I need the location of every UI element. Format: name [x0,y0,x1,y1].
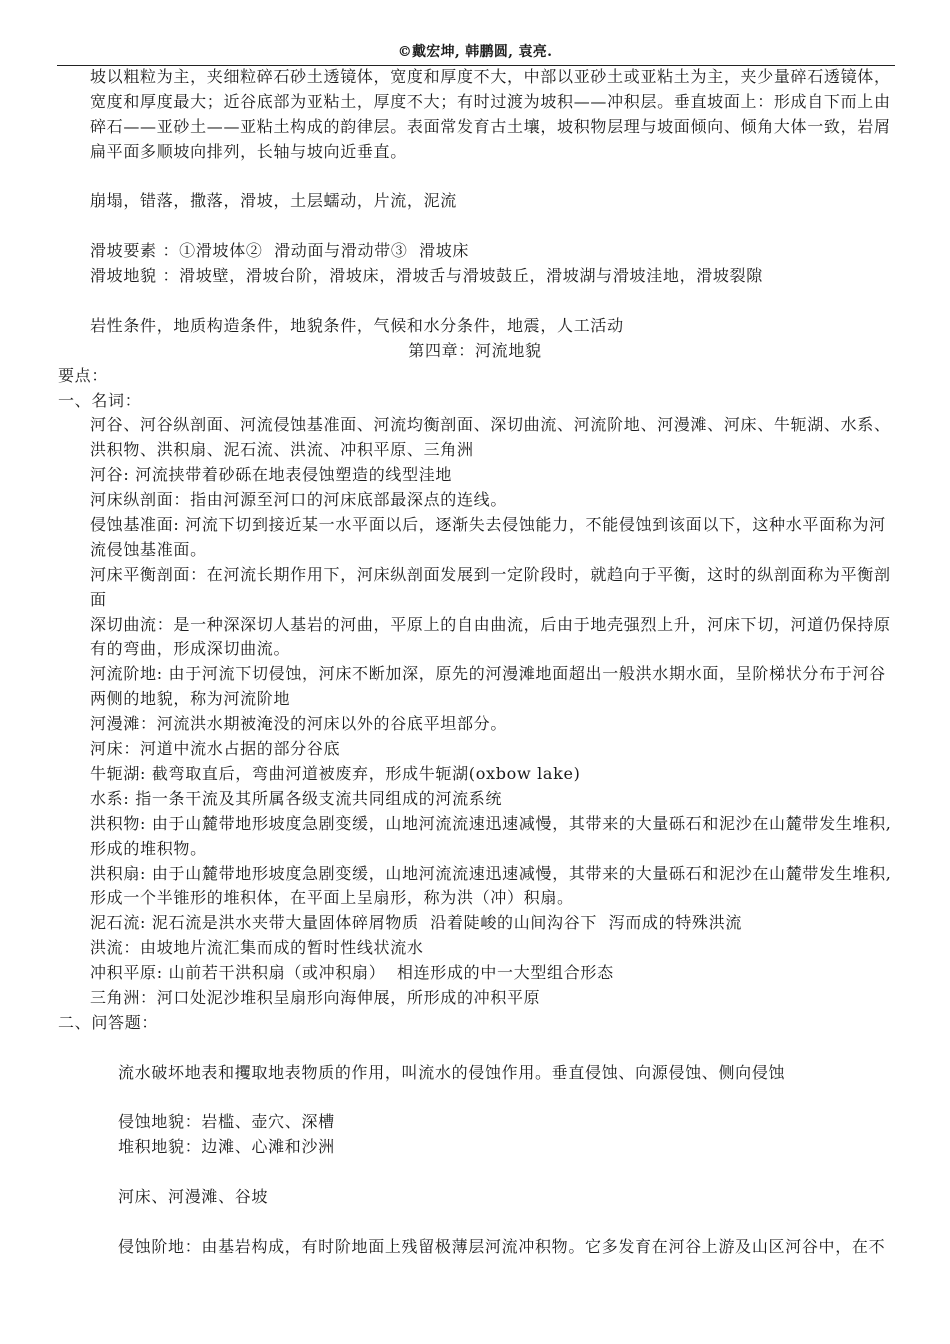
question-heading [0,165,950,190]
answer-line: 侵蚀地貌：岩槛、壶穴、深槽 [118,1112,335,1132]
definition-line: 河床平衡剖面：在河流长期作用下，河床纵剖面发展到一定阶段时，就趋向于平衡，这时的纵剖面称为平衡剖 [90,564,891,584]
question-heading [0,1210,950,1235]
definition-line: 河床：河道中流水占据的部分谷底 [90,739,341,759]
definition-line: 流侵蚀基准面。 [90,539,207,559]
definition-line: 河漫滩：河流洪水期被淹没的河床以外的谷底平坦部分。 [90,714,508,734]
definition-line: 面 [90,589,107,609]
definition-line: 侵蚀基准面: 河流下切到接近某一水平面以后，逐渐失去侵蚀能力，不能侵蚀到该面以下，这种水平面称为河 [90,515,886,535]
continuation-line: 坡以粗粒为主，夹细粒碎石砂土透镜体，宽度和厚度不大，中部以亚砂土或亚粘土为主，夹少量碎石透镜体， [90,67,891,86]
definition-line: 深切曲流：是一种深深切人基岩的河曲，平原上的自由曲流，后由于地壳强烈上升，河床下切，河道仍保持原 [90,614,891,634]
definition-line: 洪积物: 由于山麓带地形坡度急剧变缓，山地河流流速迅速减慢，其带来的大量砾石和泥沙在山麓带发生堆积, [90,813,892,833]
definition-line: 洪流：由坡地片流汇集而成的暂时性线状流水 [90,938,424,958]
continuation-line: 碎石——亚砂土——亚粘土构成的韵律层。表面常发育古土壤，坡积物层理与坡面倾向、倾角大体一致，岩屑 [90,116,891,136]
definition-line: 有的弯曲，形成深切曲流。 [90,639,291,659]
definition-line: 冲积平原: 山前若干洪积扇（或冲积扇） 相连形成的中一大型组合形态 [90,963,614,983]
definition-line: 洪积扇: 由于山麓带地形坡度急剧变缓，山地河流流速迅速减慢，其带来的大量砾石和泥沙在山麓带发生堆积, [90,863,892,883]
chapter-title: 第四章：河流地貌 [408,340,542,360]
answer-line: 流水破坏地表和攫取地表物质的作用，叫流水的侵蚀作用。垂直侵蚀、向源侵蚀、侧向侵蚀 [118,1062,786,1082]
definition-line: 河谷: 河流挟带着砂砾在地表侵蚀塑造的线型洼地 [90,465,453,485]
answer-line: 堆积地貌：边滩、心滩和沙洲 [118,1137,335,1157]
definition-line: 形成一个半锥形的堆积体，在平面上呈扇形，称为洪（冲）积扇。 [90,888,574,908]
question-heading [0,1086,950,1111]
continuation-line: 宽度和厚度最大；近谷底部为亚粘土，厚度不大；有时过渡为坡积——冲积层。垂直坡面上：形成自下而上由 [90,91,891,111]
answer-line: 崩塌，错落，撒落，滑坡，土层蠕动，片流，泥流 [90,191,457,211]
definition-line: 河流阶地: 由于河流下切侵蚀，河床不断加深，原先的河漫滩地面超出一般洪水期水面，呈阶梯状分布于河谷 [90,664,886,684]
key-points-label: 要点： [58,365,109,385]
answer-line: 河床、河漫滩、谷坡 [118,1187,269,1207]
definition-line: 两侧的地貌，称为河流阶地 [90,689,291,709]
answer-line: 滑坡要素 ：①滑坡体② 滑动面与滑动带③ 滑坡床 [90,241,470,261]
definition-line: 泥石流: 泥石流是洪水夹带大量固体碎屑物质 沿着陡峻的山间沟谷下 泻而成的特殊洪流 [90,913,743,933]
definition-line: 三角洲：河口处泥沙堆积呈扇形向海伸展，所形成的冲积平原 [90,987,541,1007]
definition-line: 形成的堆积物。 [90,838,207,858]
question-heading [0,1036,950,1061]
section-heading-terms: 一、名词： [58,390,142,410]
section-heading-qa: 二、问答题： [58,1012,159,1032]
answer-line: 滑坡地貌 ：滑坡壁，滑坡台阶，滑坡床，滑坡舌与滑坡鼓丘，滑坡湖与滑坡洼地，滑坡裂隙 [90,266,763,286]
page-header-copyright: ©戴宏坤, 韩鹏圆, 袁亮. [397,44,553,60]
continuation-line: 扁平面多顺坡向排列，长轴与坡向近垂直。 [90,141,407,161]
question-heading [0,214,950,239]
question-heading [0,289,950,314]
term-list-line: 河谷、河谷纵剖面、河流侵蚀基准面、河流均衡剖面、深切曲流、河流阶地、河漫滩、河床、牛轭湖、水系、 [90,415,891,435]
answer-line: 侵蚀阶地：由基岩构成，有时阶地面上残留极薄层河流冲积物。它多发育在河谷上游及山区河谷中，在不 [118,1236,886,1256]
definition-line: 水系: 指一条干流及其所属各级支流共同组成的河流系统 [90,788,503,808]
answer-line: 岩性条件，地质构造条件，地貌条件，气候和水分条件，地震，人工活动 [90,315,624,335]
term-list-line: 洪积物、洪积扇、泥石流、洪流、冲积平原、三角洲 [90,440,474,460]
definition-line: 牛轭湖: 截弯取直后，弯曲河道被废弃，形成牛轭湖(oxbow lake) [90,763,581,783]
question-heading [0,1160,950,1185]
definition-line: 河床纵剖面：指由河源至河口的河床底部最深点的连线。 [90,490,508,510]
document-body [0,65,950,1260]
